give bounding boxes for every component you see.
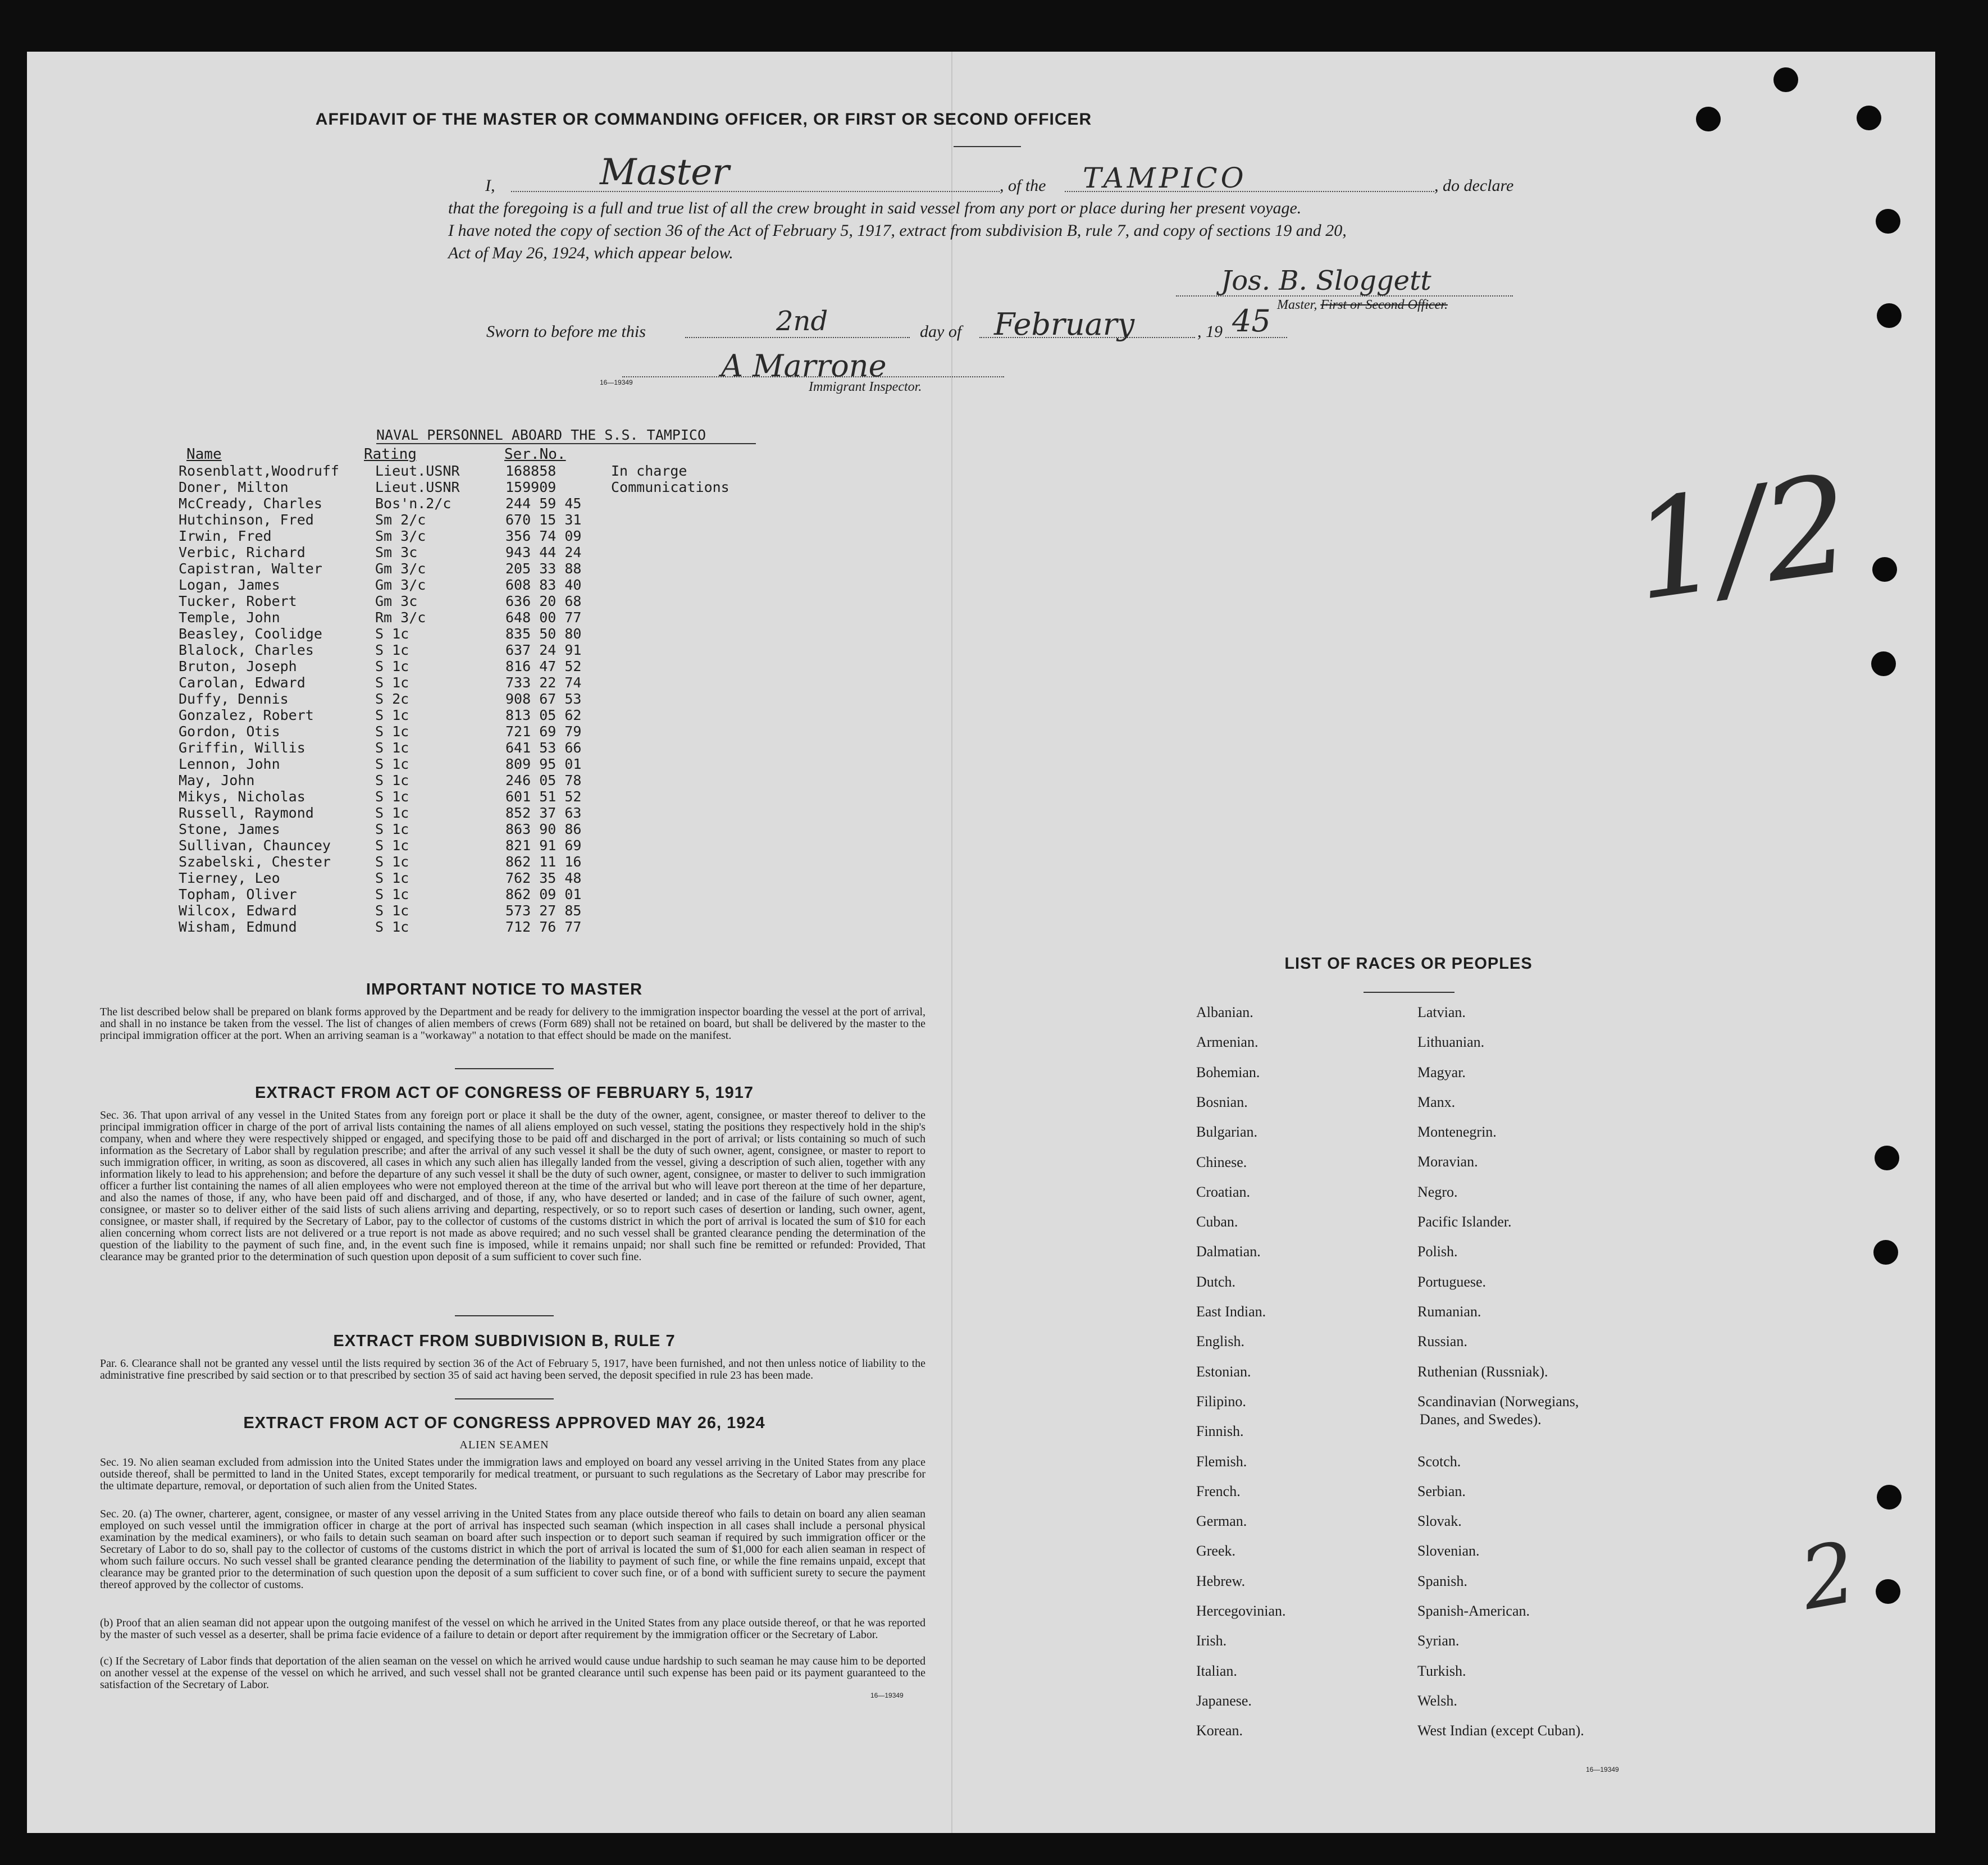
crew-rating: S 1c bbox=[375, 658, 409, 674]
crew-name: Doner, Milton bbox=[179, 479, 289, 495]
declaration-line-3: I have noted the copy of section 36 of the Act of February 5, 1917, extract from subdivision B, rule 7, and copy of sections 19 and 20, bbox=[448, 221, 1347, 240]
race-item: Hercegovinian. bbox=[1196, 1603, 1286, 1619]
crew-name: May, John bbox=[179, 772, 255, 788]
race-item: Ruthenian (Russniak). bbox=[1417, 1364, 1548, 1380]
race-item: Lithuanian. bbox=[1417, 1034, 1485, 1050]
margin-note-mark: 2 bbox=[1793, 1524, 1863, 1629]
crew-name: Griffin, Willis bbox=[179, 740, 306, 756]
crew-ser-no: 573 27 85 bbox=[505, 902, 582, 919]
inspector-signature: A Marrone bbox=[721, 348, 887, 384]
race-item: Polish. bbox=[1417, 1243, 1458, 1260]
crew-name: Gordon, Otis bbox=[179, 723, 280, 740]
race-item: Japanese. bbox=[1196, 1693, 1252, 1709]
race-item: German. bbox=[1196, 1513, 1247, 1529]
race-item: Danes, and Swedes). bbox=[1420, 1411, 1542, 1428]
extract-1924-title: EXTRACT FROM ACT OF CONGRESS APPROVED MAY 26, 1924 bbox=[243, 1414, 765, 1432]
race-item: West Indian (except Cuban). bbox=[1417, 1722, 1584, 1739]
extract-1924-sec20a: Sec. 20. (a) The owner, charterer, agent, consignee, or master of any vessel arriving in the United States from any place outside thereof who fails to detain on board any alien seaman employed on such vessel until the immigration officer in charge at the port of arrival has inspected such seaman (which inspection in all cases shall include a personal physical examination by the medical examiners), or who fails to detain such seaman on board after such inspection or to deport such seaman if required by such immigration officer or the Secretary of Labor to do so, shall pay to the collector of customs of the customs district in which the port of arrival is located the sum of $1,000 for each alien seaman in respect of whom such failure occurs. No such vessel shall be granted clearance pending the determination of the liability to payment of such fine, or while the fine remains unpaid, except that clearance may be granted prior to the determination of such question upon the deposit of a sum sufficient to cover such fine, or of a bond with sufficient surety to secure the payment thereof approved by the collector of customs. bbox=[100, 1508, 925, 1591]
crew-rating: Sm 3c bbox=[375, 544, 418, 560]
crew-name: McCready, Charles bbox=[179, 495, 322, 512]
crew-name: Verbic, Richard bbox=[179, 544, 306, 560]
race-item: Italian. bbox=[1196, 1663, 1237, 1679]
crew-name: Wisham, Edmund bbox=[179, 919, 297, 935]
extract-1924-sec20c: (c) If the Secretary of Labor finds that deportation of the alien seaman on the vessel on which he arrived would cause undue hardship to such seaman he may cause him to be deported on another vessel at the expense of the vessel on which he arrived, and such vessel shall not be granted clearance until such expense has been paid or its payment guaranteed to the satisfaction of the Secretary of Labor. bbox=[100, 1655, 925, 1691]
inspector-caption: Immigrant Inspector. bbox=[809, 380, 922, 394]
declaration-line-2: that the foregoing is a full and true list of all the crew brought in said vessel from any port or place during her present voyage. bbox=[448, 199, 1302, 217]
signature-caption bbox=[1277, 298, 1448, 313]
race-item: Rumanian. bbox=[1417, 1303, 1481, 1320]
race-item: Croatian. bbox=[1196, 1184, 1251, 1200]
header-ser-no: Ser.No. bbox=[504, 446, 566, 463]
crew-name: Mikys, Nicholas bbox=[179, 788, 306, 805]
race-item: Albanian. bbox=[1196, 1004, 1253, 1020]
crew-name: Beasley, Coolidge bbox=[179, 626, 322, 642]
punch-hole bbox=[1876, 1579, 1900, 1604]
race-item: Moravian. bbox=[1417, 1153, 1478, 1170]
crew-rating: S 1c bbox=[375, 788, 409, 805]
crew-rating: S 1c bbox=[375, 756, 409, 772]
race-item: Spanish-American. bbox=[1417, 1603, 1530, 1619]
race-item: Slovak. bbox=[1417, 1513, 1462, 1529]
crew-ser-no: 862 11 16 bbox=[505, 854, 582, 870]
crew-ser-no: 816 47 52 bbox=[505, 658, 582, 674]
crew-ser-no: 356 74 09 bbox=[505, 528, 582, 544]
extract-1924-sec19: Sec. 19. No alien seaman excluded from admission into the United States under the immigration laws and employed on board any vessel arriving in the United States from any place outside thereof, shall be permitted to land in the United States, except temporarily for medical treatment, or pursuant to such regulations as the Secretary of Labor may prescribe for the ultimate departure, removal, or deportation of such alien from the United States. bbox=[100, 1456, 925, 1492]
crew-rating: Sm 3/c bbox=[375, 528, 426, 544]
declaration-i-label: I, bbox=[485, 176, 495, 195]
races-form-number: 16—19349 bbox=[1586, 1766, 1619, 1773]
crew-rating: Lieut.USNR bbox=[375, 463, 460, 479]
sworn-year-handwritten: 45 bbox=[1232, 303, 1271, 339]
race-item: Dalmatian. bbox=[1196, 1243, 1261, 1260]
year-prefix: , 19 bbox=[1197, 322, 1223, 341]
crew-rating: Gm 3c bbox=[375, 593, 418, 609]
crew-rating: S 1c bbox=[375, 740, 409, 756]
race-item: Syrian. bbox=[1417, 1633, 1460, 1649]
declaration-line-4: Act of May 26, 1924, which appear below. bbox=[448, 244, 733, 262]
race-item: Bohemian. bbox=[1196, 1064, 1260, 1080]
punch-hole bbox=[1877, 1485, 1902, 1510]
crew-note: Communications bbox=[611, 479, 729, 495]
crew-name: Blalock, Charles bbox=[179, 642, 314, 658]
race-item: Spanish. bbox=[1417, 1573, 1467, 1589]
crew-name: Duffy, Dennis bbox=[179, 691, 289, 707]
crew-title-underline bbox=[376, 443, 756, 444]
race-item: Cuban. bbox=[1196, 1214, 1238, 1230]
punch-hole bbox=[1877, 303, 1902, 328]
affidavit-title: AFFIDAVIT OF THE MASTER OR COMMANDING OFFICER, OR FIRST OR SECOND OFFICER bbox=[315, 110, 1092, 129]
vessel-handwritten: TAMPICO bbox=[1083, 162, 1247, 194]
crew-ser-no: 862 09 01 bbox=[505, 886, 582, 902]
race-item: Negro. bbox=[1417, 1184, 1458, 1200]
master-handwritten: Master bbox=[600, 152, 729, 193]
master-name-line bbox=[511, 191, 1000, 192]
crew-name: Logan, James bbox=[179, 577, 280, 593]
crew-rating: Gm 3/c bbox=[375, 577, 426, 593]
race-item: Portuguese. bbox=[1417, 1274, 1487, 1290]
races-title-underline bbox=[1364, 992, 1454, 993]
sworn-month-handwritten: February bbox=[994, 307, 1135, 342]
punch-hole bbox=[1871, 651, 1896, 676]
crew-ser-no: 168858 bbox=[505, 463, 557, 479]
race-item: Chinese. bbox=[1196, 1154, 1247, 1170]
punch-hole bbox=[1875, 1146, 1899, 1170]
crew-name: Gonzalez, Robert bbox=[179, 707, 314, 723]
punch-hole bbox=[1696, 107, 1721, 131]
signature-caption-prefix: Master, bbox=[1277, 298, 1321, 312]
crew-ser-no: 721 69 79 bbox=[505, 723, 582, 740]
crew-name: Hutchinson, Fred bbox=[179, 512, 314, 528]
inspector-line bbox=[622, 376, 1004, 377]
crew-rating: Lieut.USNR bbox=[375, 479, 460, 495]
race-item: Russian. bbox=[1417, 1333, 1467, 1349]
extract-form-number: 16—19349 bbox=[870, 1691, 904, 1699]
crew-rating: S 1c bbox=[375, 919, 409, 935]
race-item: Bulgarian. bbox=[1196, 1124, 1258, 1140]
race-item: Greek. bbox=[1196, 1543, 1236, 1559]
crew-name: Lennon, John bbox=[179, 756, 280, 772]
race-item: Korean. bbox=[1196, 1722, 1243, 1739]
crew-name: Temple, John bbox=[179, 609, 280, 626]
crew-rating: S 1c bbox=[375, 870, 409, 886]
crew-ser-no: 246 05 78 bbox=[505, 772, 582, 788]
race-item: Turkish. bbox=[1417, 1663, 1466, 1679]
crew-rating: Gm 3/c bbox=[375, 560, 426, 577]
crew-ser-no: 835 50 80 bbox=[505, 626, 582, 642]
sworn-day-line bbox=[685, 337, 910, 338]
crew-rating: S 1c bbox=[375, 707, 409, 723]
crew-ser-no: 813 05 62 bbox=[505, 707, 582, 723]
crew-rating: Bos'n.2/c bbox=[375, 495, 452, 512]
title-underline bbox=[954, 146, 1021, 147]
do-declare-label: , do declare bbox=[1434, 176, 1514, 195]
crew-rating: S 1c bbox=[375, 772, 409, 788]
crew-table bbox=[27, 463, 813, 957]
race-item: English. bbox=[1196, 1333, 1244, 1349]
crew-rating: S 2c bbox=[375, 691, 409, 707]
crew-rating: Sm 2/c bbox=[375, 512, 426, 528]
punch-hole bbox=[1773, 67, 1798, 92]
fold-line bbox=[951, 52, 952, 1833]
race-item: French. bbox=[1196, 1483, 1241, 1499]
crew-name: Stone, James bbox=[179, 821, 280, 837]
punch-hole bbox=[1857, 106, 1881, 130]
race-item: Slovenian. bbox=[1417, 1543, 1480, 1559]
sworn-day-handwritten: 2nd bbox=[776, 305, 828, 337]
crew-ser-no: 641 53 66 bbox=[505, 740, 582, 756]
crew-rating: S 1c bbox=[375, 902, 409, 919]
crew-note: In charge bbox=[611, 463, 687, 479]
race-item: Estonian. bbox=[1196, 1364, 1251, 1380]
master-signature: Jos. B. Sloggett bbox=[1221, 265, 1431, 297]
notice-text: The list described below shall be prepared on blank forms approved by the Department and be ready for delivery to the immigration inspector boarding the vessel at the port of arrival, and shall in no instance be taken from the vessel. The list of changes of alien members of crews (Form 689) shall not be retained on board, but shall be delivered by the master to the principal immigration officer at the port. When an arriving seaman is a "workaway" a notation to that effect should be made on the manifest. bbox=[100, 1006, 925, 1042]
extract-1924-subtitle: ALIEN SEAMEN bbox=[459, 1439, 549, 1451]
signature-line bbox=[1176, 295, 1513, 297]
race-item: Pacific Islander. bbox=[1417, 1214, 1512, 1230]
crew-ser-no: 908 67 53 bbox=[505, 691, 582, 707]
extract-1924-sec20b: (b) Proof that an alien seaman did not appear upon the outgoing manifest of the vessel on which he arrived in the United States from any place outside thereof, or that he was reported by the master of such vessel as a deserter, shall be prima facie evidence of a failure to detain or deport after requirement by the immigration officer or the Secretary of Labor. bbox=[100, 1617, 925, 1641]
crew-ser-no: 159909 bbox=[505, 479, 557, 495]
document-page bbox=[27, 52, 1935, 1833]
section-divider bbox=[455, 1315, 554, 1316]
race-item: Manx. bbox=[1417, 1094, 1456, 1110]
race-item: Armenian. bbox=[1196, 1034, 1259, 1050]
crew-name: Rosenblatt,Woodruff bbox=[179, 463, 339, 479]
signature-caption-struck: First or Second Officer. bbox=[1320, 298, 1448, 312]
race-item: Bosnian. bbox=[1196, 1094, 1248, 1110]
crew-rating: S 1c bbox=[375, 821, 409, 837]
crew-name: Irwin, Fred bbox=[179, 528, 272, 544]
crew-ser-no: 205 33 88 bbox=[505, 560, 582, 577]
crew-ser-no: 636 20 68 bbox=[505, 593, 582, 609]
race-item: Montenegrin. bbox=[1417, 1124, 1497, 1140]
race-item: Dutch. bbox=[1196, 1274, 1236, 1290]
extract-1917-text: Sec. 36. That upon arrival of any vessel in the United States from any foreign port or place it shall be the duty of the owner, agent, consignee, or master thereof to deliver to the principal immigration officer in charge of the port of arrival lists containing the names of all aliens employed on such vessel, stating the positions they respectively hold in the ship's company, when and where they were respectively shipped or engaged, and specifying those to be paid off and discharged in the port of arrival; or lists containing so much of such information as the Secretary of Labor shall by regulation prescribe; and after the arrival of any such vessel it shall be the duty of such owner, agent, consignee, or master to report to such immigration officer, in writing, as soon as discovered, all cases in which any such alien has illegally landed from the vessel, giving a description of such alien, together with any information likely to lead to his apprehension; and before the departure of any such vessel it shall be the duty of such owner, agent, consignee, or master to deliver to such immigration officer a further list containing the names of all alien employees who were not employed thereon at the time of the arrival but who will leave port thereon at the time of her departure, and also the names of those, if any, who have been paid off and discharged, and of those, if any, who have deserted or landed; and in case of the failure of such owner, agent, consignee, or master so to deliver either of the said lists of such aliens arriving and departing, respectively, or so to report such cases of desertion or landing, such owner, agent, consignee, or master shall, if required by the Secretary of Labor, pay to the collector of customs of the customs district in which the port of arrival is located the sum of $10 for each alien concerning whom correct lists are not delivered or a true report is not made as above required; and no such vessel shall be granted clearance pending the determination of the question of the liability to the payment of such fine, and, in the event such fine is imposed, while it remains unpaid; nor shall such fine be remitted or refunded: Provided, That clearance may be granted prior to the determination of such question upon deposit of a sum sufficient to cover such fine. bbox=[100, 1109, 925, 1263]
crew-name: Russell, Raymond bbox=[179, 805, 314, 821]
race-item: Magyar. bbox=[1417, 1064, 1466, 1080]
race-item: Finnish. bbox=[1196, 1423, 1244, 1439]
header-name: Name bbox=[186, 446, 222, 463]
margin-note-fraction: 1/2 bbox=[1623, 445, 1860, 631]
punch-hole bbox=[1876, 209, 1900, 234]
crew-rating: S 1c bbox=[375, 837, 409, 854]
crew-rating: S 1c bbox=[375, 674, 409, 691]
crew-ser-no: 670 15 31 bbox=[505, 512, 582, 528]
crew-ser-no: 762 35 48 bbox=[505, 870, 582, 886]
section-divider bbox=[455, 1068, 554, 1069]
crew-name: Tucker, Robert bbox=[179, 593, 297, 609]
crew-ser-no: 943 44 24 bbox=[505, 544, 582, 560]
punch-hole bbox=[1873, 1240, 1898, 1265]
crew-ser-no: 712 76 77 bbox=[505, 919, 582, 935]
notice-title: IMPORTANT NOTICE TO MASTER bbox=[366, 981, 643, 998]
crew-ser-no: 648 00 77 bbox=[505, 609, 582, 626]
crew-name: Capistran, Walter bbox=[179, 560, 322, 577]
crew-ser-no: 809 95 01 bbox=[505, 756, 582, 772]
sworn-label: Sworn to before me this bbox=[486, 322, 646, 341]
crew-ser-no: 637 24 91 bbox=[505, 642, 582, 658]
crew-rating: S 1c bbox=[375, 626, 409, 642]
extract-rule7-text: Par. 6. Clearance shall not be granted any vessel until the lists required by section 36 of the Act of February 5, 1917, have been furnished, and not then unless notice of liability to the administrative fine prescribed by said section or to that prescribed by section 35 of said act having been served, the deposit specified in rule 23 has been made. bbox=[100, 1357, 925, 1381]
crew-ser-no: 852 37 63 bbox=[505, 805, 582, 821]
day-of-label: day of bbox=[920, 322, 962, 341]
crew-ser-no: 244 59 45 bbox=[505, 495, 582, 512]
of-the-label: , of the bbox=[1000, 176, 1046, 195]
race-item: Filipino. bbox=[1196, 1393, 1246, 1410]
race-item: Welsh. bbox=[1417, 1693, 1457, 1709]
crew-rating: S 1c bbox=[375, 854, 409, 870]
race-item: Latvian. bbox=[1417, 1004, 1466, 1020]
crew-rating: Rm 3/c bbox=[375, 609, 426, 626]
race-item: Flemish. bbox=[1196, 1453, 1247, 1470]
crew-name: Tierney, Leo bbox=[179, 870, 280, 886]
race-item: Serbian. bbox=[1417, 1483, 1466, 1499]
section-divider bbox=[455, 1398, 554, 1399]
crew-rating: S 1c bbox=[375, 642, 409, 658]
race-item: Scotch. bbox=[1417, 1453, 1461, 1470]
crew-ser-no: 733 22 74 bbox=[505, 674, 582, 691]
race-item: East Indian. bbox=[1196, 1303, 1266, 1320]
crew-list-title: NAVAL PERSONNEL ABOARD THE S.S. TAMPICO bbox=[376, 427, 706, 443]
race-item: Scandinavian (Norwegians, bbox=[1417, 1393, 1579, 1410]
crew-rating: S 1c bbox=[375, 805, 409, 821]
crew-ser-no: 608 83 40 bbox=[505, 577, 582, 593]
crew-name: Bruton, Joseph bbox=[179, 658, 297, 674]
crew-name: Szabelski, Chester bbox=[179, 854, 331, 870]
crew-rating: S 1c bbox=[375, 723, 409, 740]
crew-name: Wilcox, Edward bbox=[179, 902, 297, 919]
crew-rating: S 1c bbox=[375, 886, 409, 902]
races-title: LIST OF RACES OR PEOPLES bbox=[1284, 955, 1533, 973]
race-item: Irish. bbox=[1196, 1633, 1227, 1649]
crew-name: Carolan, Edward bbox=[179, 674, 306, 691]
header-rating: Rating bbox=[364, 446, 417, 463]
extract-1917-title: EXTRACT FROM ACT OF CONGRESS OF FEBRUARY 5, 1917 bbox=[254, 1084, 754, 1102]
punch-hole bbox=[1872, 557, 1897, 582]
crew-name: Topham, Oliver bbox=[179, 886, 297, 902]
crew-ser-no: 601 51 52 bbox=[505, 788, 582, 805]
race-item: Hebrew. bbox=[1196, 1573, 1246, 1589]
form-number: 16—19349 bbox=[600, 379, 633, 386]
crew-ser-no: 821 91 69 bbox=[505, 837, 582, 854]
crew-name: Sullivan, Chauncey bbox=[179, 837, 331, 854]
extract-rule7-title: EXTRACT FROM SUBDIVISION B, RULE 7 bbox=[333, 1332, 676, 1350]
crew-ser-no: 863 90 86 bbox=[505, 821, 582, 837]
